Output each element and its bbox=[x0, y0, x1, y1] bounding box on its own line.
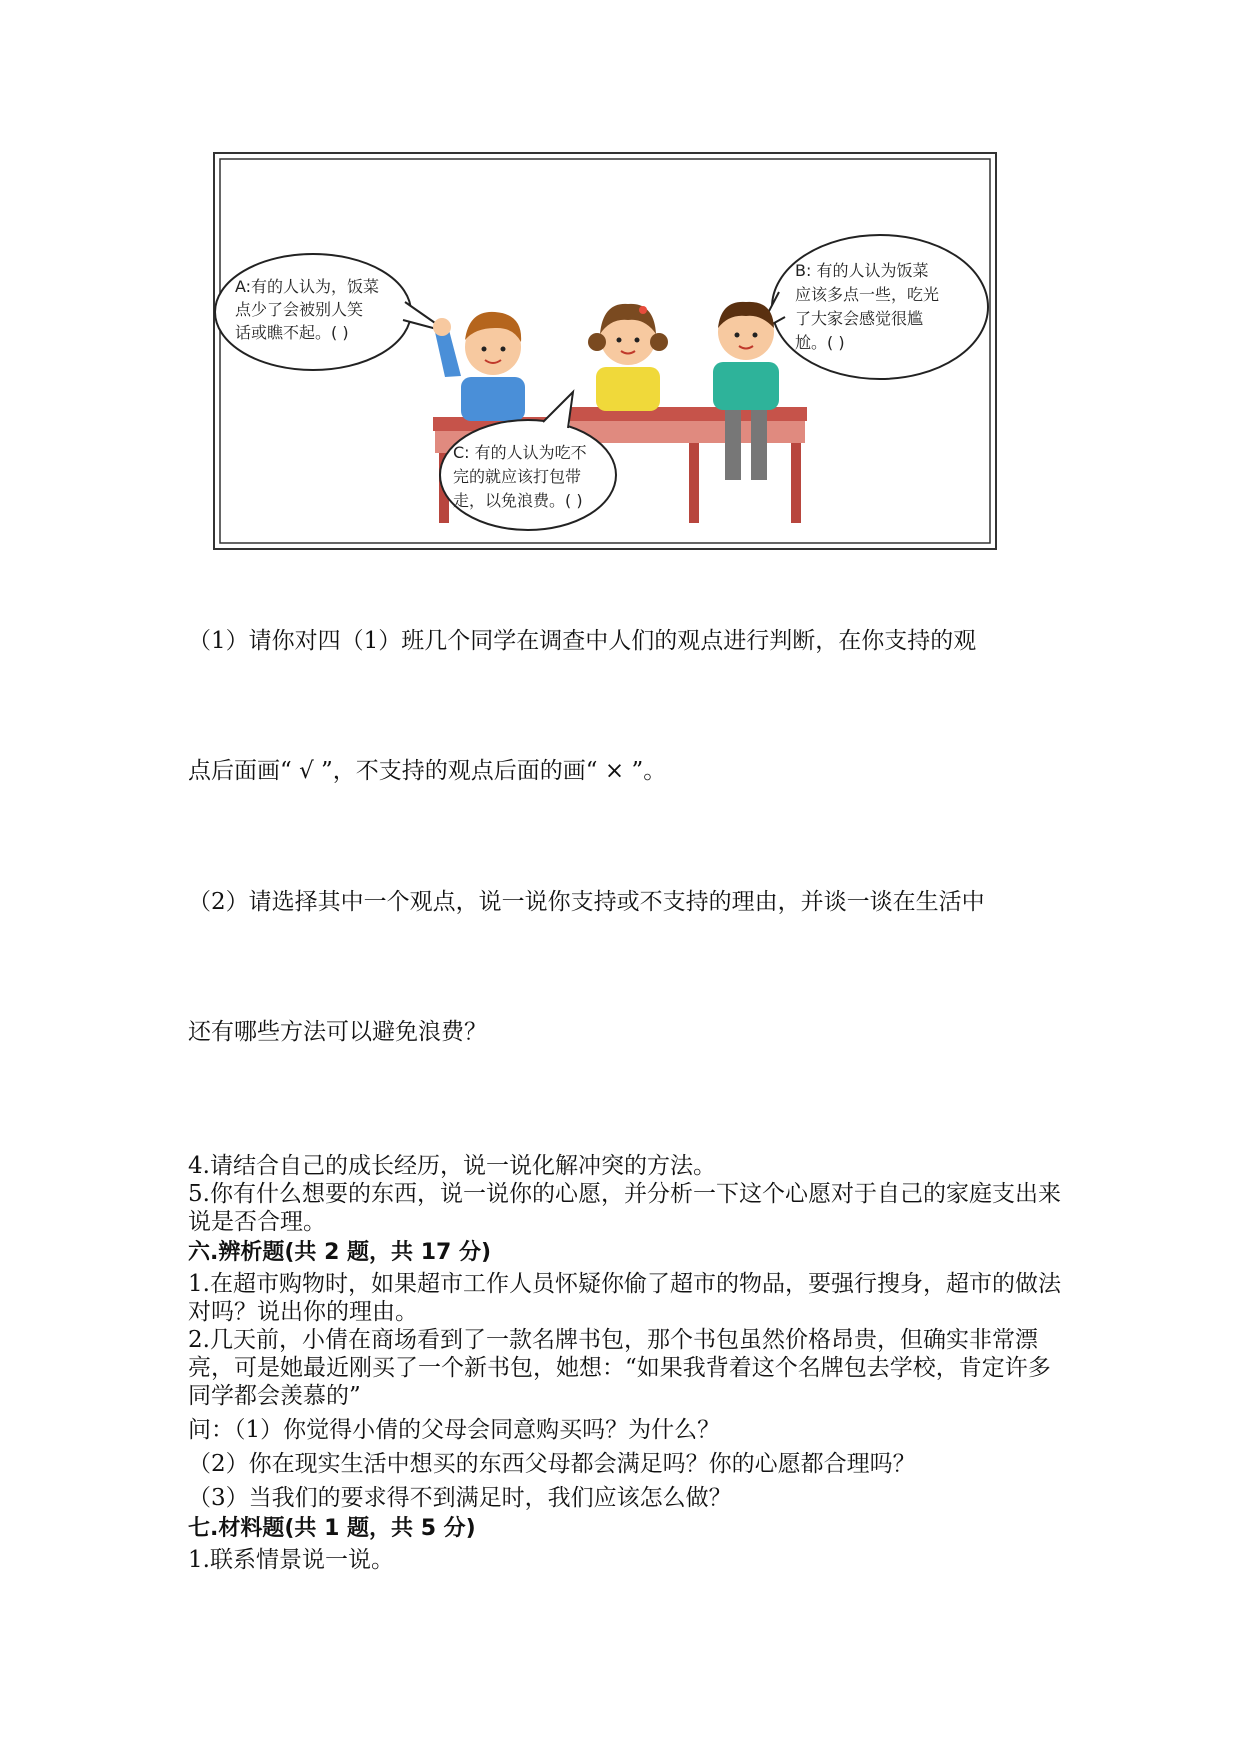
bubble-a-line-1: A:有的人认为，饭菜 bbox=[235, 277, 380, 296]
bubble-b-line-3: 了大家会感觉很尴 bbox=[795, 309, 924, 328]
section-6-sub-1: 问：（1）你觉得小倩的父母会同意购买吗？为什么？ bbox=[188, 1417, 721, 1443]
section-6-heading: 六.辨析题(共 2 题，共 17 分) bbox=[188, 1240, 492, 1265]
classroom-illustration bbox=[213, 152, 997, 550]
section-6-question-1: 1.在超市购物时，如果超市工作人员怀疑你偷了超市的物品，要强行搜身，超市的做法对吗？说出你的理由。 bbox=[188, 1271, 1061, 1325]
item-5: 5.你有什么想要的东西，说一说你的心愿，并分析一下这个心愿对于自己的家庭支出来说是否合理。 bbox=[188, 1181, 1061, 1235]
bubble-b-line-1: B: 有的人认为饭菜 bbox=[795, 261, 929, 280]
question-1-line-1: （1）请你对四（1）班几个同学在调查中人们的观点进行判断，在你支持的观 bbox=[188, 628, 977, 654]
bubble-c-line-1: C: 有的人认为吃不 bbox=[453, 443, 587, 462]
item-4: 4.请结合自己的成长经历，说一说化解冲突的方法。 bbox=[188, 1153, 716, 1179]
section-6-sub-3: （3）当我们的要求得不到满足时，我们应该怎么做？ bbox=[188, 1485, 732, 1511]
bubble-b-line-4: 尬。( ) bbox=[795, 333, 845, 352]
section-6-question-2: 2.几天前，小倩在商场看到了一款名牌书包，那个书包虽然价格昂贵，但确实非常漂亮，可是她最近刚买了一个新书包，她想：“如果我背着这个名牌包去学校，肯定许多同学都会羡慕的” bbox=[188, 1327, 1051, 1409]
section-7-heading: 七.材料题(共 1 题，共 5 分) bbox=[188, 1516, 476, 1541]
bubble-c-line-3: 走，以免浪费。( ) bbox=[453, 491, 583, 510]
bubble-a-line-2: 点少了会被别人笑 bbox=[235, 300, 364, 319]
question-1-line-2: 点后面画“ √ ”，不支持的观点后面的画“ × ”。 bbox=[188, 758, 667, 784]
bubble-a-line-3: 话或瞧不起。( ) bbox=[235, 323, 349, 342]
bubble-c-line-2: 完的就应该打包带 bbox=[453, 467, 582, 486]
question-2-line-2: 还有哪些方法可以避免浪费？ bbox=[188, 1019, 487, 1045]
question-2-line-1: （2）请选择其中一个观点，说一说你支持或不支持的理由，并谈一谈在生活中 bbox=[188, 889, 985, 915]
section-7-question-1: 1.联系情景说一说。 bbox=[188, 1547, 394, 1573]
body-block bbox=[188, 1152, 1068, 1574]
section-6-sub-2: （2）你在现实生活中想买的东西父母都会满足吗？你的心愿都合理吗？ bbox=[188, 1451, 916, 1477]
bubble-b-line-2: 应该多点一些，吃光 bbox=[795, 285, 940, 304]
